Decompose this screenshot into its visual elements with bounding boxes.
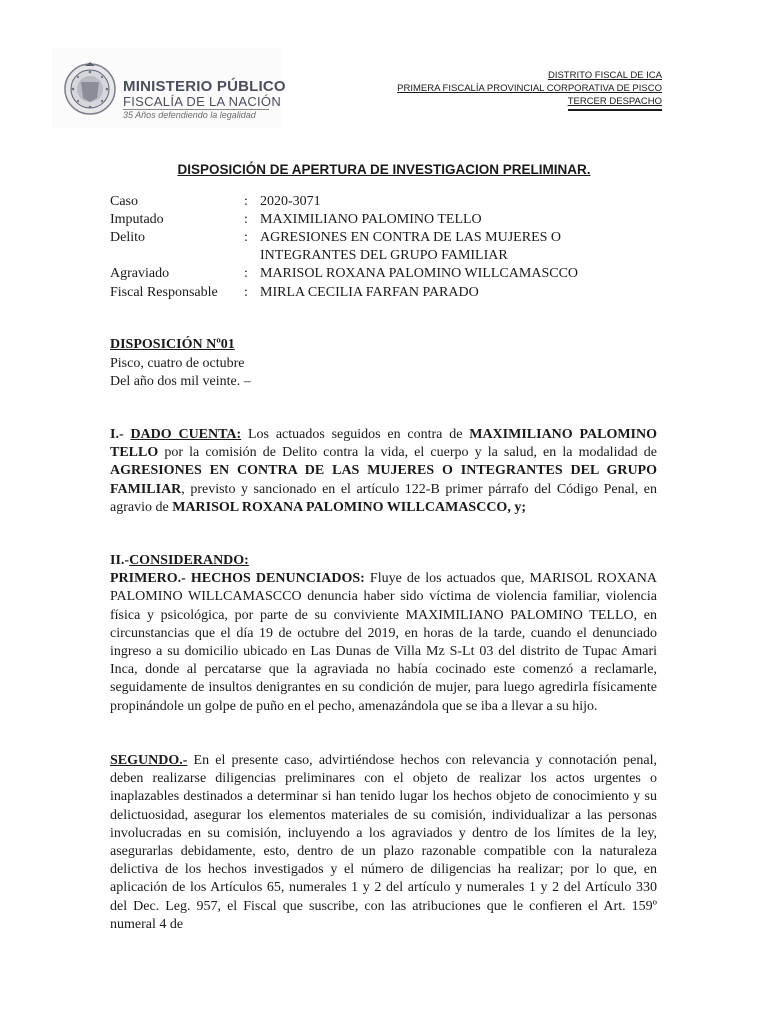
disposicion-number: DISPOSICIÓN Nº01: [110, 337, 235, 352]
ministerio-seal-icon: [63, 60, 117, 116]
segundo-paragraph: [110, 752, 657, 934]
section-considerando: [110, 552, 657, 716]
section-heading: DADO CUENTA:: [130, 427, 242, 442]
offense-name: AGRESIONES EN CONTRA DE LAS MUJERES O INTEGRANTES DEL GRUPO FAMILIAR: [110, 463, 657, 497]
field-label: Imputado: [110, 212, 164, 227]
field-label: Agraviado: [110, 266, 170, 281]
segundo-label: SEGUNDO.-: [110, 753, 188, 768]
logo-tagline: 35 Años defendiendo la legalidad: [123, 110, 256, 120]
segundo-text: En el presente caso, advirtiéndose hechos con relevancia y connotación penal, deben realizarse diligencias preliminares con el objeto de realizar los actos urgentes o inaplazables destinados a determinar si han tenido lugar los hechos objeto de conocimiento y su delictuosidad, asegurar los elementos materiales de su comisión, individualizar a las personas involucradas en su comisión, incluyendo a los agraviados y dentro de los límites de la ley, asegurarlas debidamente, esto, dentro de un plazo razonable compatible con la naturaleza delictiva de los hechos investigados y el número de diligencias ha realizar; por lo que, en aplicación de los Artículos 65, numerales 1 y 2 del artículo y numerales 1 y 2 del Artículo 330 del Dec. Leg. 957, el Fiscal que suscribe, con las atribuciones que le confieren el Art. 159º numeral 4 de: [110, 753, 657, 932]
field-label: Caso: [110, 194, 138, 209]
field-value: MIRLA CECILIA FARFAN PARADO: [260, 285, 479, 300]
section-heading: CONSIDERANDO:: [129, 553, 249, 568]
victim-name: MARISOL ROXANA PALOMINO WILLCAMASCCO, y;: [172, 499, 526, 515]
field-label: Delito: [110, 230, 145, 245]
field-value: 2020-3071: [260, 194, 321, 209]
logo-subtitle: FISCALÍA DE LA NACIÓN: [123, 94, 282, 109]
paragraph-text: Los actuados seguidos en contra de: [241, 427, 470, 442]
place-date-line-2: Del año dos mil veinte. –: [110, 374, 251, 389]
office-label: PRIMERA FISCALÍA PROVINCIAL CORPORATIVA DE PISCO: [397, 83, 662, 94]
field-colon: :: [244, 230, 248, 245]
paragraph-text: por la comisión de Delito contra la vida, el cuerpo y la salud, en la modalidad de: [158, 445, 657, 461]
field-value: MARISOL ROXANA PALOMINO WILLCAMASCCO: [260, 266, 579, 281]
paragraph-text: , previsto y sancionado en el artículo 122-B primer párrafo del Código Penal, en agravio de: [110, 481, 657, 515]
section-number: II.-: [110, 553, 130, 568]
field-value: INTEGRANTES DEL GRUPO FAMILIAR: [260, 248, 508, 263]
primero-text: Fluye de los actuados que, MARISOL ROXANA PALOMINO WILLCAMASCCO denuncia haber sido víctima de violencia familiar, violencia física y psicológica, por parte de su conviviente MAXIMILIANO PALOMINO TELLO, en circunstancias que el día 19 de octubre del 2019, en horas de la tarde, cuando el denunciado ingreso a su domicilio ubicado en Las Dunas de Villa Mz S-Lt 03 del distrito de Tupac Amari Inca, donde al percatarse que la agraviada no había cocinado este comenzó a reclamarle, seguidamente de insultos denigrantes en su condición de mujer, para luego agredirla físicamente propinándole un golpe de puño en el pecho, amenazándola que se iba a llevar a su hijo.: [110, 571, 658, 714]
field-colon: :: [244, 212, 248, 227]
primero-label: PRIMERO.- HECHOS DENUNCIADOS:: [110, 571, 365, 587]
section-dado-cuenta: [110, 426, 657, 517]
document-title: DISPOSICIÓN DE APERTURA DE INVESTIGACION PRELIMINAR.: [177, 162, 591, 177]
place-date-line-1: Pisco, cuatro de octubre: [110, 356, 245, 371]
field-colon: :: [244, 266, 248, 281]
logo-title: MINISTERIO PÚBLICO: [123, 78, 286, 95]
district-label: DISTRITO FISCAL DE ICA: [547, 70, 662, 81]
field-value: AGRESIONES EN CONTRA DE LAS MUJERES O: [260, 230, 562, 245]
field-value: MAXIMILIANO PALOMINO TELLO: [260, 212, 482, 227]
field-colon: :: [244, 285, 248, 300]
section-number: I.-: [110, 427, 124, 442]
field-label: Fiscal Responsable: [110, 285, 218, 300]
accused-name: MAXIMILIANO PALOMINO TELLO: [110, 427, 657, 461]
header-rule: [568, 109, 662, 111]
despacho-label: TERCER DESPACHO: [567, 96, 662, 107]
field-colon: :: [244, 194, 248, 209]
